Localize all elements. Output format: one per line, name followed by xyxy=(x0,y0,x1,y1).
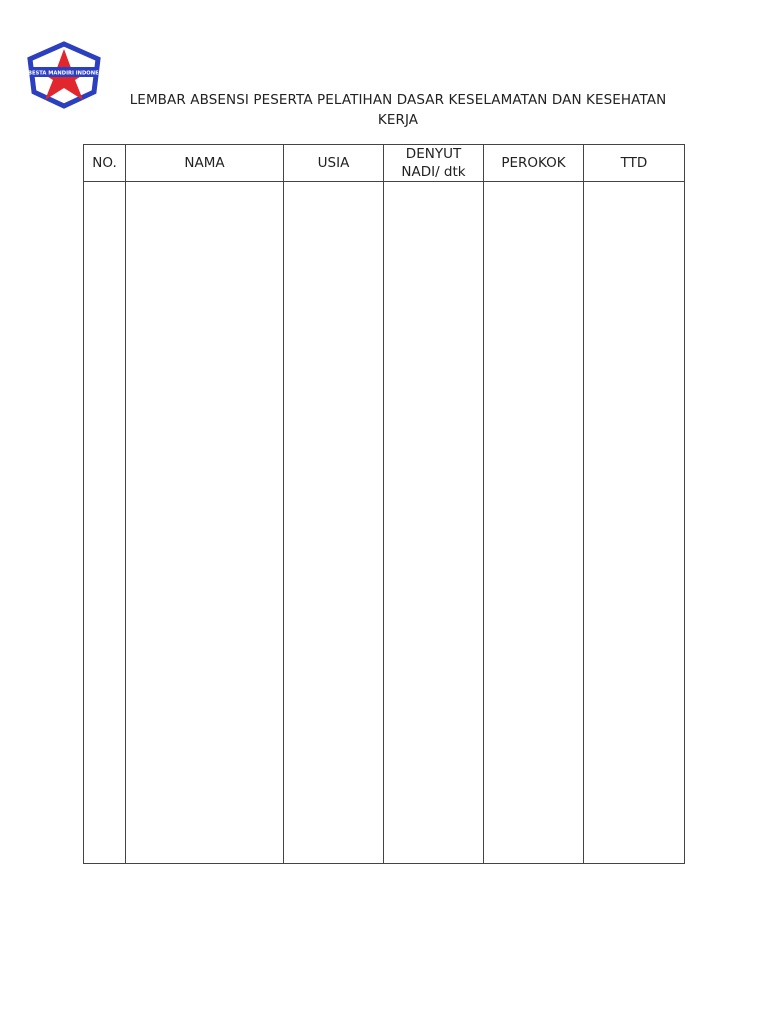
cell-usia xyxy=(284,182,384,864)
attendance-table xyxy=(83,144,685,864)
column-header-ttd: TTD xyxy=(584,145,685,182)
cell-no xyxy=(84,182,126,864)
cell-nama xyxy=(126,182,284,864)
svg-text:ANBESTA MANDIRI INDONESIA: ANBESTA MANDIRI INDONESIA xyxy=(19,70,109,77)
company-logo xyxy=(19,42,109,108)
column-header-perokok: PEROKOK xyxy=(484,145,584,182)
column-header-no: NO. xyxy=(84,145,126,182)
table-header-row xyxy=(84,145,685,182)
column-header-usia: USIA xyxy=(284,145,384,182)
cell-perokok xyxy=(484,182,584,864)
document-title xyxy=(110,90,686,130)
cell-denyut-nadi xyxy=(384,182,484,864)
table-body-row xyxy=(84,182,685,864)
column-header-nama: NAMA xyxy=(126,145,284,182)
column-header-denyut-nadi xyxy=(384,145,484,182)
cell-ttd xyxy=(584,182,685,864)
title-line-1: LEMBAR ABSENSI PESERTA PELATIHAN DASAR KESELAMATAN DAN KESEHATAN xyxy=(129,92,667,108)
column-header-denyut-nadi-label: DENYUT NADI/ dtk xyxy=(401,146,466,180)
star-shield-logo-icon xyxy=(19,42,109,108)
title-line-2: KERJA xyxy=(377,112,419,128)
